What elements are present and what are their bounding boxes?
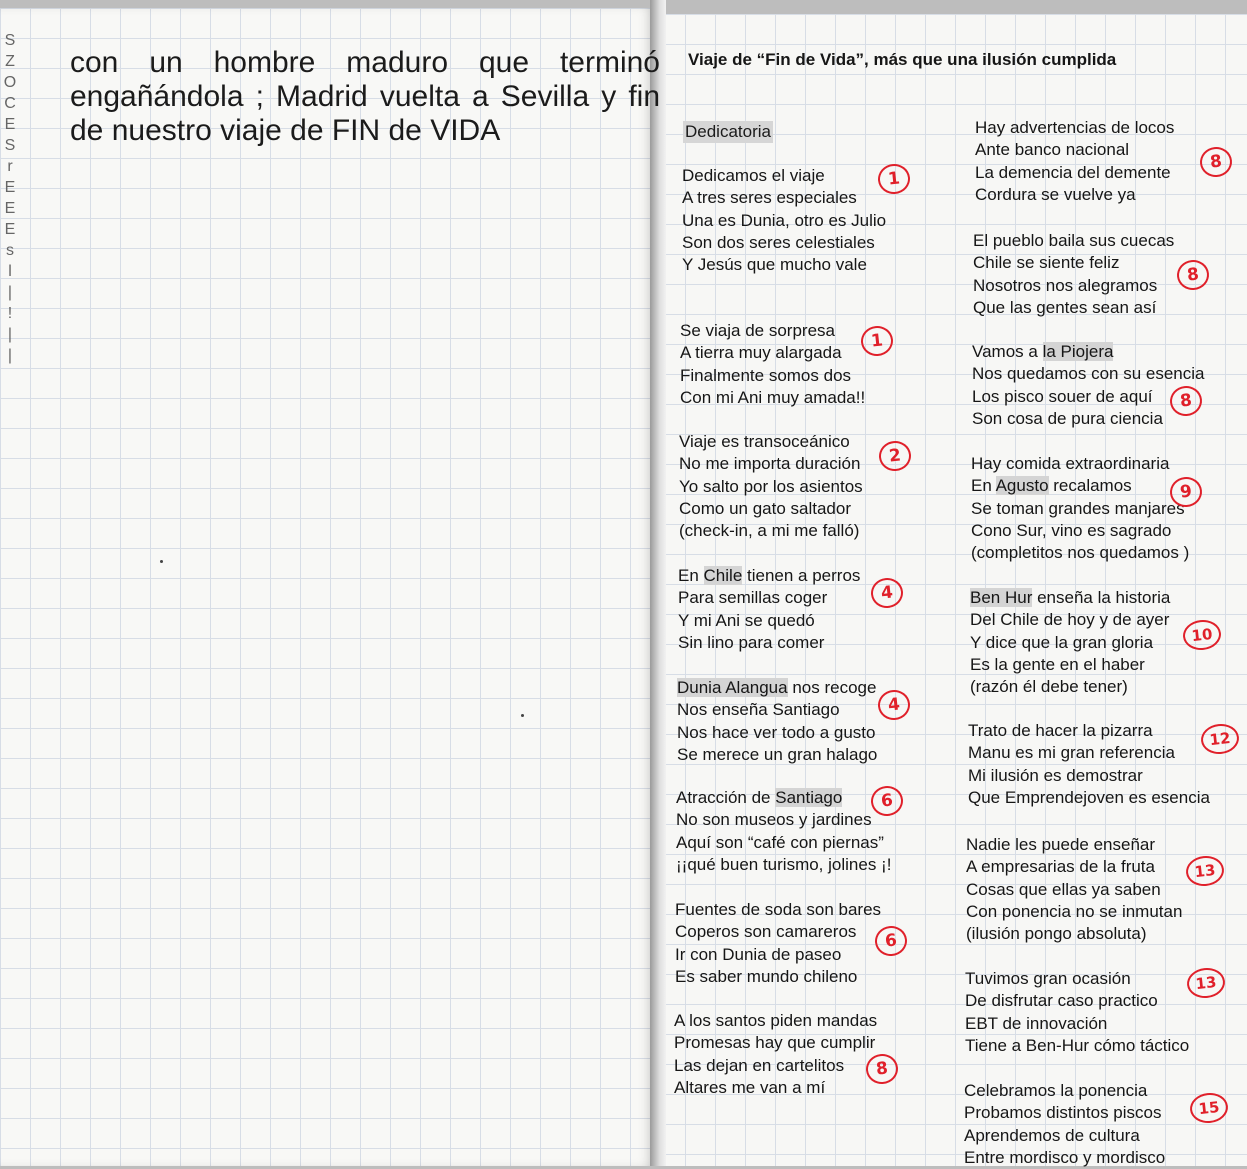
stanza: [678, 565, 860, 654]
stanza-line: Celebramos la ponencia: [964, 1081, 1148, 1100]
stanza-line: Tuvimos gran ocasión: [965, 969, 1131, 988]
red-circled-page-number: 15: [1189, 1091, 1230, 1125]
margin-letter: !: [7, 305, 13, 322]
stanza-line: El pueblo baila sus cuecas: [973, 231, 1175, 250]
stanza-line: Vamos a la Piojera: [972, 342, 1114, 361]
stanza-line: Coperos son camareros: [675, 922, 857, 942]
stanza-line: (check-in, a mi me falló): [679, 521, 860, 541]
stanza-line: Del Chile de hoy y de ayer: [970, 610, 1170, 630]
margin-letter: E: [4, 221, 16, 238]
red-circled-page-number: 4: [870, 576, 905, 609]
paper-speck: [521, 714, 524, 717]
stanza: [682, 165, 886, 276]
stanza-line: Para semillas coger: [678, 588, 828, 608]
stanza-line: Los pisco souer de aquí: [972, 386, 1153, 406]
stanza-line: Con mi Ani muy amada!!: [680, 387, 866, 407]
stanza-line: Yo salto por los asientos: [679, 476, 863, 496]
stanza-line: Nos quedamos con su esencia: [972, 364, 1205, 384]
stanza-line: No son museos y jardines: [676, 810, 872, 830]
stanza-line: Aquí son “café con piernas”: [676, 832, 884, 852]
red-circled-page-number: 8: [1199, 145, 1234, 178]
margin-letter: S: [4, 137, 16, 154]
stanza: [675, 899, 881, 988]
stanza: [973, 230, 1174, 319]
margin-letter: E: [4, 179, 16, 196]
stanza-line: Se viaja de sorpresa: [680, 321, 835, 340]
stanza-line: La demencia del demente: [975, 162, 1171, 182]
stanza: [677, 677, 877, 766]
stanza-line: Son cosa de pura ciencia: [972, 408, 1163, 428]
stanza-line: Con ponencia no se inmutan: [966, 901, 1183, 921]
stanza-line: Las dejan en cartelitos: [674, 1055, 845, 1075]
stanza-line: Es la gente en el haber: [970, 654, 1145, 674]
stanza-line: A empresarias de la fruta: [966, 857, 1155, 877]
stanza-line: Y mi Ani se quedó: [678, 610, 815, 630]
red-circled-page-number: 13: [1186, 966, 1227, 1000]
stanza-line: ¡¡qué buen turismo, jolines ¡!: [676, 854, 892, 874]
red-circled-page-number: 13: [1185, 854, 1226, 888]
stanza-line: Dunia Alangua nos recoge: [677, 678, 877, 697]
margin-letter: |: [7, 284, 13, 301]
stanza-line: Aprendemos de cultura: [964, 1125, 1140, 1145]
stanza: [965, 968, 1189, 1057]
stanza-line: No me importa duración: [679, 454, 861, 474]
stanza-line: Viaje es transoceánico: [679, 432, 850, 451]
stanza-line: Nos enseña Santiago: [677, 700, 840, 720]
book-gutter: [650, 0, 666, 1166]
stanza-line: Que las gentes sean así: [973, 297, 1157, 317]
highlighted-term: Dunia Alangua: [677, 678, 788, 697]
stanza-line: Fuentes de soda son bares: [675, 900, 882, 919]
red-circled-page-number: 6: [870, 784, 905, 817]
stanza: [975, 117, 1174, 206]
stanza: [968, 720, 1210, 809]
poem-title: Viaje de “Fin de Vida”, más que una ilusión cumplida: [688, 50, 1117, 69]
margin-letter: E: [4, 116, 16, 133]
stanza-line: Sin lino para comer: [678, 632, 825, 652]
stanza-line: Ante banco nacional: [975, 140, 1130, 160]
stanza-line: Mi ilusión es demostrar: [968, 765, 1143, 785]
stanza-line: Dedicamos el viaje: [682, 166, 825, 185]
stanza-line: En Agusto recalamos: [971, 476, 1132, 496]
red-circled-page-number: 2: [878, 439, 913, 472]
stanza-line: Cono Sur, vino es sagrado: [971, 520, 1172, 540]
red-circled-page-number: 9: [1169, 475, 1204, 508]
stanza-line: Ben Hur enseña la historia: [970, 588, 1171, 607]
margin-letter: S: [4, 32, 16, 49]
stanza-line: Se toman grandes manjares: [971, 498, 1185, 518]
stanza-line: EBT de innovación: [965, 1013, 1108, 1033]
stanza: [679, 431, 863, 542]
red-circled-page-number: 8: [865, 1052, 900, 1085]
stanza: [674, 1010, 877, 1099]
margin-letter: r: [7, 158, 13, 175]
stanza-line: Finalmente somos dos: [680, 365, 852, 385]
stanza: [676, 787, 891, 876]
left-notebook-page: [0, 8, 655, 1166]
stanza-line: A tres seres especiales: [682, 188, 857, 208]
stanza: [970, 587, 1170, 698]
stanza-line: Una es Dunia, otro es Julio: [682, 210, 887, 230]
red-circled-page-number: 10: [1182, 618, 1223, 652]
highlighted-term: la Piojera: [1042, 342, 1114, 361]
highlighted-term: Agusto: [995, 476, 1049, 496]
red-circled-page-number: 1: [877, 162, 912, 195]
stanza-line: Hay advertencias de locos: [975, 118, 1175, 137]
stanza-line: Manu es mi gran referencia: [968, 743, 1175, 763]
stanza-line: Probamos distintos piscos: [964, 1103, 1162, 1123]
margin-letter: O: [3, 74, 17, 91]
stanza-line: Cordura se vuelve ya: [975, 184, 1136, 204]
margin-letter: E: [4, 200, 16, 217]
dedication-heading: Dedicatoria: [685, 122, 771, 141]
margin-letter: Z: [5, 53, 15, 70]
stanza-line: Trato de hacer la pizarra: [968, 721, 1153, 740]
stanza-line: (razón él debe tener): [970, 677, 1128, 697]
red-circled-page-number: 8: [1176, 258, 1211, 291]
margin-letter: s: [6, 242, 14, 259]
red-circled-page-number: 4: [877, 688, 912, 721]
left-edge-margin-letters: [0, 30, 20, 1150]
stanza-line: Que Emprendejoven es esencia: [968, 787, 1210, 807]
margin-letter: l: [8, 263, 12, 280]
margin-letter: |: [7, 326, 13, 343]
red-circled-page-number: 1: [860, 324, 895, 357]
stanza: [972, 341, 1204, 430]
stanza-line: Y dice que la gran gloria: [970, 632, 1154, 652]
stanza-line: Promesas hay que cumplir: [674, 1033, 876, 1053]
stanza-line: (ilusión pongo absoluta): [966, 924, 1147, 944]
stanza: [964, 1080, 1165, 1169]
red-circled-page-number: 12: [1200, 722, 1241, 756]
highlighted-term: Ben Hur: [970, 588, 1033, 607]
stanza: [971, 453, 1189, 564]
stanza-line: Como un gato saltador: [679, 498, 851, 518]
stanza-line: Chile se siente feliz: [973, 253, 1120, 273]
stanza-line: De disfrutar caso practico: [965, 991, 1158, 1011]
stanza: [680, 320, 865, 409]
stanza-line: Nos hace ver todo a gusto: [677, 722, 876, 742]
stanza-line: Entre mordisco y mordisco: [964, 1147, 1166, 1167]
stanza-line: Atracción de Santiago: [676, 788, 843, 807]
stanza: [966, 834, 1182, 945]
stanza-line: Nadie les puede enseñar: [966, 835, 1156, 854]
stanza-line: A los santos piden mandas: [674, 1011, 878, 1030]
red-circled-page-number: 6: [874, 924, 909, 957]
margin-letter: C: [4, 95, 16, 112]
paper-speck: [160, 560, 163, 563]
stanza-line: Son dos seres celestiales: [682, 232, 875, 252]
stanza-line: Se merece un gran halago: [677, 744, 878, 764]
stanza-line: Tiene a Ben-Hur cómo táctico: [965, 1035, 1190, 1055]
stanza-line: Cosas que ellas ya saben: [966, 879, 1161, 899]
margin-letter: |: [7, 347, 13, 364]
stanza-line: (completitos nos quedamos ): [971, 543, 1190, 563]
stanza-line: Es saber mundo chileno: [675, 966, 858, 986]
stanza-line: Y Jesús que mucho vale: [682, 255, 867, 275]
highlighted-term: Chile: [703, 566, 743, 585]
stanza-line: Nosotros nos alegramos: [973, 275, 1158, 295]
left-page-continuation-text: con un hombre maduro que terminó engañándola ; Madrid vuelta a Sevilla y fin de nuestro viaje de FIN de VIDA: [70, 46, 660, 147]
stanza-line: En Chile tienen a perros: [678, 566, 861, 585]
highlighted-term: Santiago: [775, 788, 843, 807]
stanza-line: A tierra muy alargada: [680, 343, 842, 363]
red-circled-page-number: 8: [1169, 384, 1204, 417]
stanza-line: Altares me van a mí: [674, 1077, 826, 1097]
stanza-line: Ir con Dunia de paseo: [675, 944, 842, 964]
stanza-line: Hay comida extraordinaria: [971, 454, 1170, 473]
